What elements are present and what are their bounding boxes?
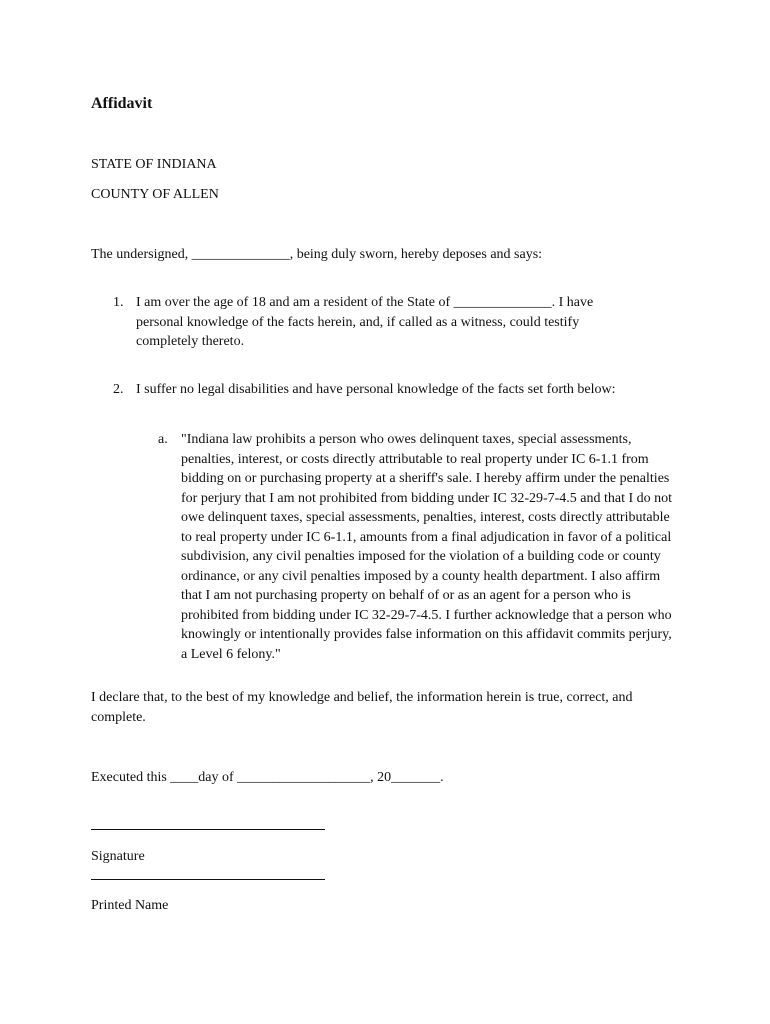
printed-name-label: Printed Name bbox=[91, 898, 169, 913]
lettered-item-a bbox=[158, 430, 688, 664]
state-line: STATE OF INDIANA bbox=[91, 157, 217, 172]
county-line: COUNTY OF ALLEN bbox=[91, 187, 219, 202]
executed-line: Executed this ____day of ___________________, 20_______. bbox=[91, 770, 444, 785]
intro-paragraph: The undersigned, ______________, being duly sworn, hereby deposes and says: bbox=[91, 247, 543, 262]
item-number: 1. bbox=[113, 295, 124, 310]
numbered-item-1 bbox=[113, 293, 673, 352]
document-title: Affidavit bbox=[91, 95, 153, 112]
item-number: 2. bbox=[113, 382, 124, 397]
item-text: I suffer no legal disabilities and have personal knowledge of the facts set forth below: bbox=[136, 382, 616, 397]
signature-label: Signature bbox=[91, 849, 145, 864]
item-text: "Indiana law prohibits a person who owes delinquent taxes, special assessments, penalties, interest, or costs directly attributable to real property under IC 6-1.1 from bidding on or purchasing property at a sheriff's sale. I hereby affirm under the penalties for perjury that I am not prohibited from bidding under IC 32-29-7-4.5 and that I do not owe delinquent taxes, special assessments, penalties, interest, costs directly attributable to real property under IC 6-1.1, amounts from a final adjudication in favor of a political subdivision, any civil penalties imposed for the violation of a building code or county ordinance, or any civil penalties imposed by a county health department. I also affirm that I am not purchasing property on behalf of or as an agent for a person who is prohibited from bidding under IC 32-29-7-4.5. I further acknowledge that a person who knowingly or intentionally provides false information on this affidavit commits perjury, a Level 6 felony." bbox=[181, 432, 673, 662]
item-letter: a. bbox=[158, 432, 168, 447]
declaration-paragraph: I declare that, to the best of my knowledge and belief, the information herein is true, correct, and complete. bbox=[91, 690, 633, 725]
numbered-item-2 bbox=[113, 380, 673, 400]
printed-name-line bbox=[91, 879, 325, 880]
signature-line bbox=[91, 829, 325, 830]
item-text: I am over the age of 18 and am a resident of the State of ______________. I have personal knowledge of the facts herein, and, if called as a witness, could testify completely thereto. bbox=[136, 295, 594, 349]
